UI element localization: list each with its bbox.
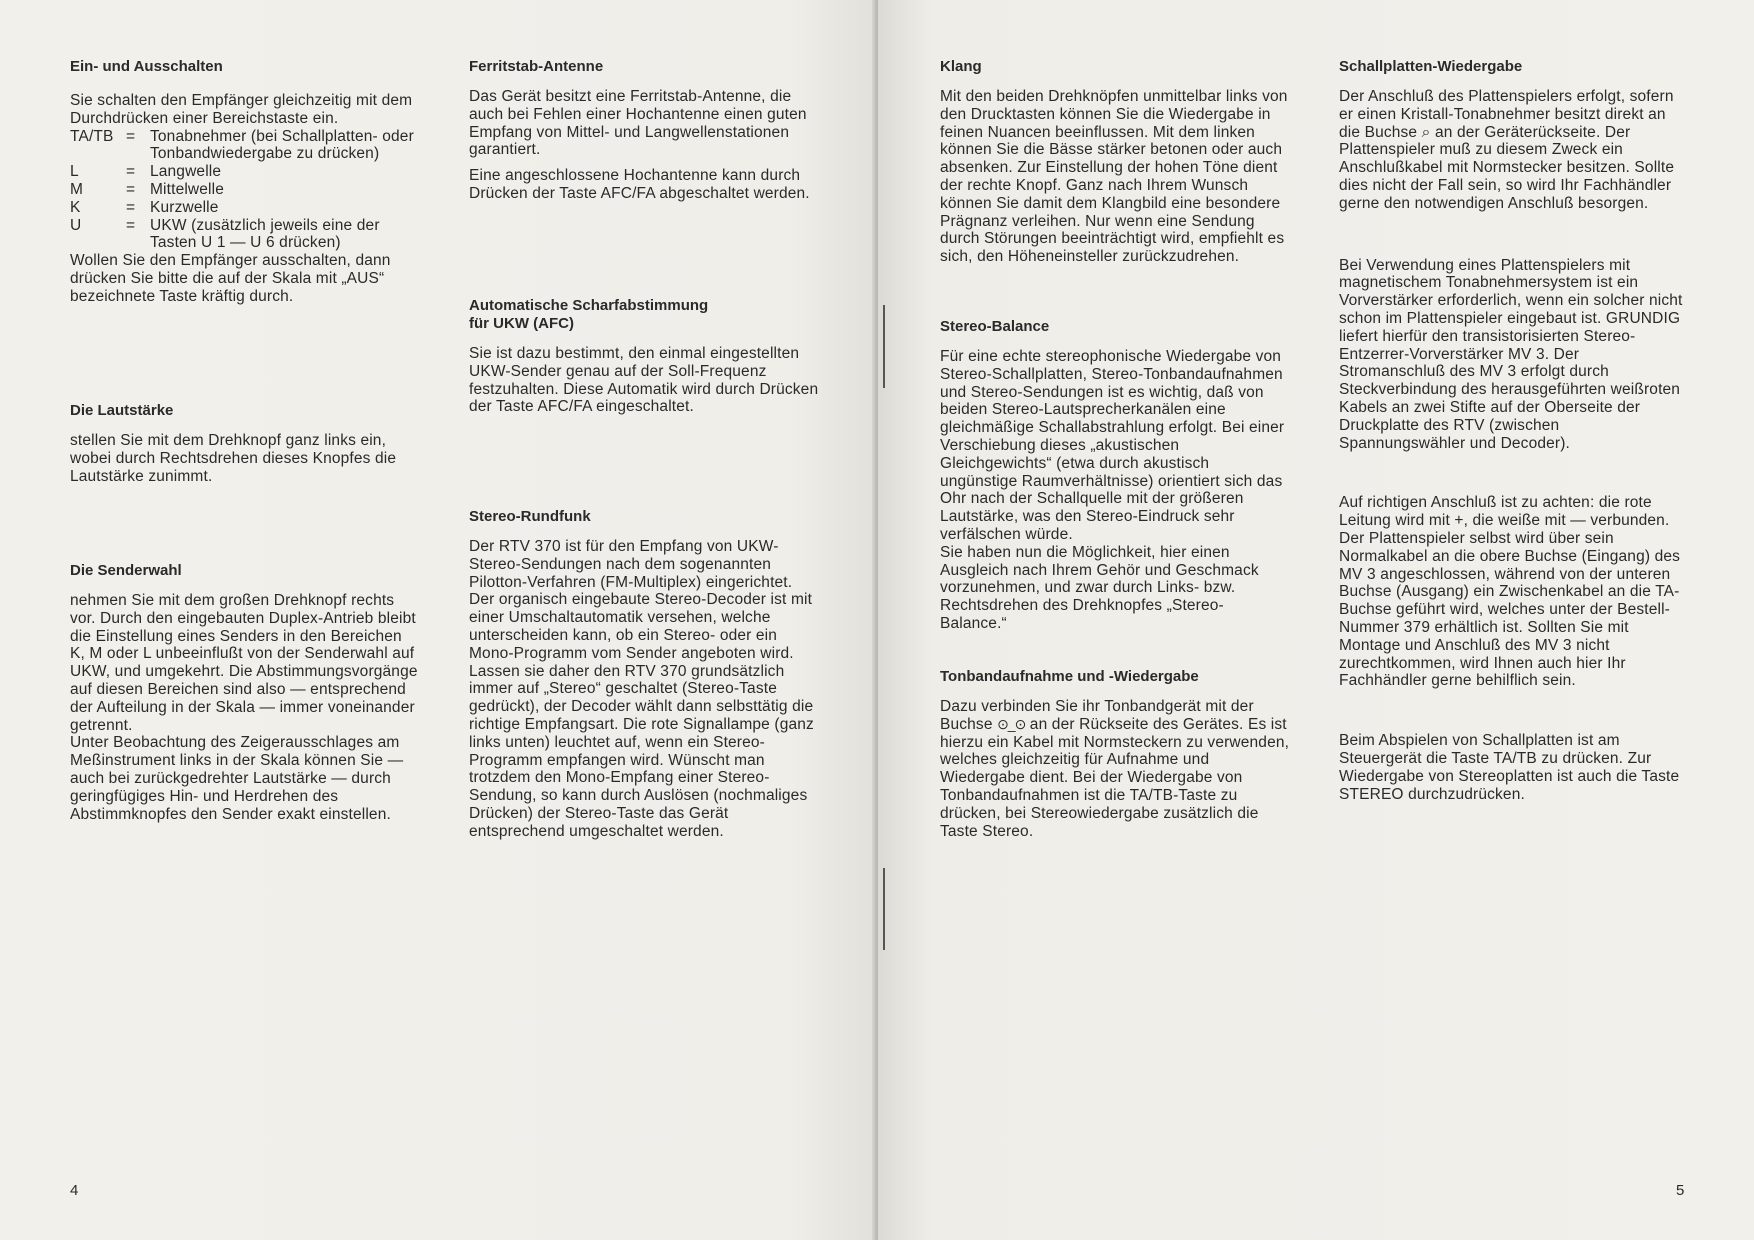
page-number-left: 4 <box>70 1182 79 1199</box>
code-value: Mittelwelle <box>150 180 225 198</box>
section-balance <box>940 318 1290 633</box>
heading-klang: Klang <box>940 58 982 75</box>
code-value: Kurzwelle <box>150 198 219 216</box>
heading-ferrit: Ferritstab-Antenne <box>469 58 604 75</box>
schallplatte-text-2: Bei Verwendung eines Plattenspielers mit magnetischem Tonabnehmersystem ist ein Vorverstärker erforderlich, wenn ein solcher nicht schon im Plattenspieler eingebaut ist. GRUNDIG liefert hierfür den transistorisierten Stereo-Entzerrer-Vorverstärker MV 3. Der Stromanschluß des MV 3 erfolgt durch Steckverbindung des herausgeführten weißroten Kabels an zwei Stifte auf der Oberseite der Druckplatte des RTV (zwischen Spannungswähler und Decoder). <box>1339 256 1683 452</box>
list-item <box>70 199 420 217</box>
heading-balance: Stereo-Balance <box>940 318 1050 335</box>
heading-tonband: Tonbandaufnahme und -Wiedergabe <box>940 668 1199 685</box>
ferrit-text-2: Eine angeschlossene Hochantenne kann durch Drücken der Taste AFC/FA abgeschaltet werden. <box>469 167 810 202</box>
ein-aus-body <box>70 92 420 306</box>
left-page <box>0 0 876 1240</box>
equals-sign: = <box>126 163 136 181</box>
right-page <box>878 0 1754 1240</box>
senderwahl-body <box>70 592 420 823</box>
din-jack-icon: ⊙_⊙ <box>997 715 1026 732</box>
afc-body: Sie ist dazu bestimmt, den einmal eingestellten UKW-Sender genau auf der Soll-Frequenz festzuhalten. Diese Automatik wird durch Drücken der Taste AFC/FA eingeschaltet. <box>469 345 819 416</box>
code-key: U <box>70 216 82 234</box>
list-item <box>70 217 420 253</box>
schallplatte-text-1a: Der Anschluß des Plattenspielers erfolgt, sofern er einen Kristall-Tonabnehmer besitzt direkt an die Buchse <box>1339 88 1674 141</box>
schallplatte-text-1b: an der Geräterückseite. Der Plattenspieler muß zu diesem Zweck ein Anschlußkabel mit Normstecker besitzen. Sollte dies nicht der Fall sein, so wird Ihr Fachhändler gerne den notwendigen Anschluß besorgen. <box>1339 123 1675 212</box>
schallplatte-body <box>1339 88 1689 803</box>
section-senderwahl <box>70 562 420 823</box>
heading-rundfunk: Stereo-Rundfunk <box>469 508 591 525</box>
section-schallplatte <box>1339 58 1689 811</box>
rundfunk-body: Der RTV 370 ist für den Empfang von UKW-Stereo-Sendungen nach dem sogenannten Pilotton-Verfahren (FM-Multiplex) eingerichtet. Der organisch eingebaute Stereo-Decoder ist mit einer Umschaltautomatik versehen, welche unterscheiden kann, ob ein Stereo- oder ein Mono-Programm vom Sender angeboten wird. Lassen sie daher den RTV 370 grundsätzlich immer auf „Stereo“ geschaltet (Stereo-Taste gedrückt), der Decoder wählt dann selbsttätig die richtige Empfangsart. Die rote Signallampe (ganz links unten) leuchtet auf, wenn ein Stereo-Programm empfangen wird. Wünscht man trotzdem den Mono-Empfang einer Stereo-Sendung, so kann durch Auslösen (nochmaliges Drücken) der Stereo-Taste das Gerät entsprechend umgeschaltet werden. <box>469 538 814 840</box>
heading-afc-line-2: für UKW (AFC) <box>469 315 574 332</box>
heading-schallplatte: Schallplatten-Wiedergabe <box>1339 58 1523 75</box>
heading-ein-aus: Ein- und Ausschalten <box>70 58 223 75</box>
ferrit-body <box>469 88 819 203</box>
heading-lautstaerke: Die Lautstärke <box>70 402 174 419</box>
balance-body <box>940 348 1290 633</box>
lautstaerke-body: stellen Sie mit dem Drehknopf ganz links ein, wobei durch Rechtsdrehen dieses Knopfes die Lautstärke zunimmt. <box>70 432 397 485</box>
code-key: K <box>70 198 81 216</box>
print-mark <box>883 868 885 912</box>
band-code-list <box>70 128 420 253</box>
list-item <box>70 181 420 199</box>
ein-aus-outro: Wollen Sie den Empfänger ausschalten, dann drücken Sie bitte die auf der Skala mit „AUS“ bezeichnete Taste kräftig durch. <box>70 252 391 305</box>
code-value: UKW (zusätzlich jeweils eine der Tasten U 1 — U 6 drücken) <box>150 216 380 252</box>
phono-jack-icon: ⌕ <box>1421 123 1431 141</box>
print-mark <box>883 348 885 388</box>
section-ein-aus <box>70 58 420 306</box>
code-key: TA/TB <box>70 127 114 145</box>
equals-sign: = <box>126 198 136 216</box>
senderwahl-text-2: Unter Beobachtung des Zeigerausschlages am Meßinstrument links in der Skala können Sie — auch bei zurückgedrehter Lautstärke — durch geringfügiges Hin- und Herdrehen des Abstimmknopfes den Sender exakt einstellen. <box>70 734 404 823</box>
equals-sign: = <box>126 127 136 145</box>
section-klang <box>940 58 1290 266</box>
heading-afc-line-1: Automatische Scharfabstimmung <box>469 297 709 314</box>
heading-afc <box>469 297 819 333</box>
schallplatte-text-3: Auf richtigen Anschluß ist zu achten: die rote Leitung wird mit +, die weiße mit — verbunden. Der Plattenspieler selbst wird über sein Normalkabel an die obere Buchse (Eingang) des MV 3 angeschlossen, während von der unteren Buchse (Ausgang) ein Zwischenkabel an die TA-Buchse geführt wird, welches unter der Bestell-Nummer 379 erhältlich ist. Sollten Sie mit Montage und Anschluß des MV 3 nicht zurechtkommen, wird Ihnen auch hier Ihr Fachhändler gerne behilflich sein. <box>1339 494 1681 690</box>
code-value: Langwelle <box>150 163 222 181</box>
print-mark <box>883 910 885 950</box>
tonband-text-b: an der Rückseite des Gerätes. Es ist hierzu ein Kabel mit Normsteckern zu verwenden, welches gleichzeitig für Aufnahme und Wiedergabe dient. Bei der Wiedergabe von Tonbandaufnahmen ist die TA/TB-Taste zu drücken, bei Stereowiedergabe zusätzlich die Taste Stereo. <box>940 715 1290 840</box>
list-item <box>70 163 420 181</box>
list-item <box>70 128 420 164</box>
code-key: L <box>70 163 79 181</box>
balance-text-1: Für eine echte stereophonische Wiedergabe von Stereo-Schallplatten, Stereo-Tonbandaufnahmen und Stereo-Sendungen ist es wichtig, daß von beiden Stereo-Lautsprecherkanälen eine gleichmäßige Schallabstrahlung erfolgt. Bei einer Verschiebung dieses „akustischen Gleichgewichts“ (etwa durch akustisch ungünstige Raumverhältnisse) orientiert sich das Ohr nach der Schallquelle mit der größeren Lautstärke, was den Stereo-Eindruck sehr verfälschen würde. <box>940 348 1285 543</box>
schallplatte-text-4: Beim Abspielen von Schallplatten ist am Steuergerät die Taste TA/TB zu drücken. Zur Wiedergabe von Stereoplatten ist auch die Taste STEREO durchzudrücken. <box>1339 732 1680 803</box>
ferrit-text-1: Das Gerät besitzt eine Ferritstab-Antenne, die auch bei Fehlen einer Hochantenne einen guten Empfang von Mittel- und Langwellenstationen garantiert. <box>469 88 807 159</box>
equals-sign: = <box>126 180 136 198</box>
klang-body: Mit den beiden Drehknöpfen unmittelbar links von den Drucktasten können Sie die Wiedergabe in feinen Nuancen beeinflussen. Mit dem linken können Sie die Bässe stärker betonen oder auch absenken. Zur Einstellung der hohen Töne dient der rechte Knopf. Ganz nach Ihrem Wunsch können Sie damit dem Klangbild eine besondere Prägnanz verleihen. Nur wenn eine Sendung durch Störungen beeinträchtigt wird, empfiehlt es sich, den Höheneinsteller zurückzudrehen. <box>940 88 1288 266</box>
print-mark <box>883 305 885 351</box>
section-afc <box>469 297 819 416</box>
section-ferrit <box>469 58 819 211</box>
ein-aus-intro: Sie schalten den Empfänger gleichzeitig mit dem Durchdrücken einer Bereichstaste ein. <box>70 92 413 127</box>
code-key: M <box>70 180 84 198</box>
equals-sign: = <box>126 216 136 234</box>
heading-senderwahl: Die Senderwahl <box>70 562 182 579</box>
tonband-body <box>940 698 1290 840</box>
schallplatte-text-1 <box>1339 88 1689 213</box>
section-lautstaerke <box>70 402 420 485</box>
balance-text-2: Sie haben nun die Möglichkeit, hier einen Ausgleich nach Ihrem Gehör und Geschmack vorzunehmen, und zwar durch Links- bzw. Rechtsdrehen des Drehknopfes „Stereo-Balance.“ <box>940 543 1259 632</box>
section-rundfunk <box>469 508 819 841</box>
page-number-right: 5 <box>1676 1182 1685 1199</box>
tonband-text-a: Dazu verbinden Sie ihr Tonbandgerät mit der Buchse <box>940 698 1254 733</box>
senderwahl-text-1: nehmen Sie mit dem großen Drehknopf rechts vor. Durch den eingebauten Duplex-Antrieb bleibt die Einstellung eines Senders in den Bereichen K, M oder L unbeeinflußt von der Senderwahl auf UKW, und umgekehrt. Die Abstimmungsvorgänge auf diesen Bereichen sind also — entsprechend der Aufteilung in der Skala — immer voneinander getrennt. <box>70 592 418 734</box>
section-tonband <box>940 668 1290 840</box>
code-value: Tonabnehmer (bei Schallplatten- oder Tonbandwiedergabe zu drücken) <box>150 127 414 163</box>
